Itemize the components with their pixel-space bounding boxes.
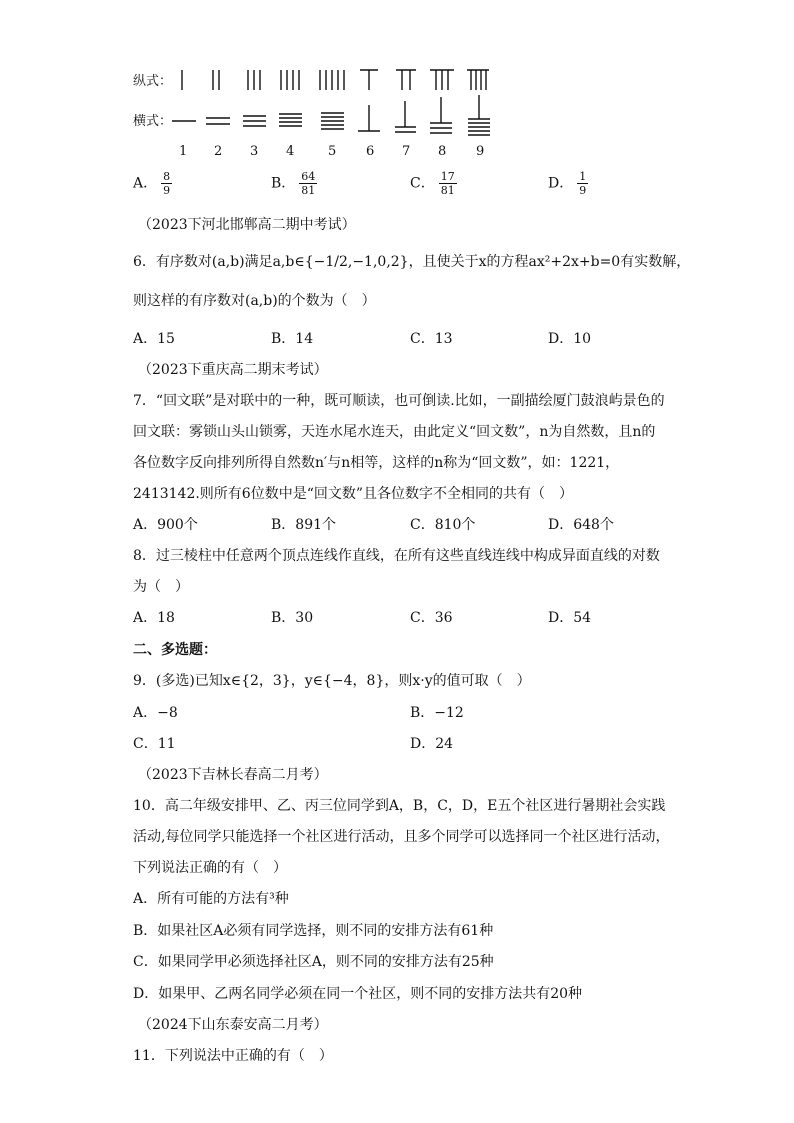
q6-stem-line2: 则这样的有序数对(a,b)的个数为（ ） [133,293,376,309]
q11-stem-line1: 11．下列说法中正确的有（ ） [133,1048,333,1064]
q10-option-c[interactable]: C．如果同学甲必须选择社区A，则不同的安排方法有25种 [133,954,494,970]
q9-option-a[interactable]: A．−8 [133,705,178,721]
digit-5: 5 [328,144,337,159]
digit-7: 7 [402,144,411,159]
q10-source: （2023下吉林长春高二月考） [138,767,328,783]
q7-stem-line2: 回文联：雾锁山头山锁雾，天连水尾水连天，由此定义“回文数”，n为自然数，且n的 [133,424,656,440]
q10-stem-line2: 活动,每位同学只能选择一个社区进行活动，且多个同学可以选择同一个社区进行活动， [133,829,670,845]
q7-stem-line4: 2413142.则所有6位数中是“回文数”且各位数字不全相同的共有（ ） [133,486,574,502]
q11-source: （2024下山东泰安高二月考） [138,1017,328,1033]
q7-stem-line3: 各位数字反向排列所得自然数n′与n相等，这样的n称为“回文数”，如：1221， [133,455,620,471]
q6-option-d[interactable]: D．10 [548,331,592,347]
q6-option-c[interactable]: C．13 [410,331,453,347]
q8-stem-line1: 8．过三棱柱中任意两个顶点连线作直线，在所有这些直线连线中构成异面直线的对数 [133,548,660,564]
q7-option-d[interactable]: D．648个 [548,517,614,533]
q10-option-a[interactable]: A．所有可能的方法有³种 [133,891,289,907]
horizontal-rods [172,95,490,135]
q7-stem-line1: 7．“回文联”是对联中的一种，既可顺读，也可倒读.比如，一副描绘厦门鼓浪屿景色的 [133,393,665,409]
q9-option-c[interactable]: C．11 [133,736,176,752]
q8-stem-line2: 为（ ） [133,579,189,595]
digit-9: 9 [476,144,485,159]
q7-option-b[interactable]: B．891个 [271,517,337,533]
rod-numerals-figure [0,55,794,205]
digit-6: 6 [366,144,375,159]
q6-option-b[interactable]: B．14 [271,331,314,347]
q6-option-a[interactable]: A．15 [133,331,175,347]
q5-option-c[interactable]: C． $\frac{17}{81}$ [410,170,455,197]
q8-option-c[interactable]: C．36 [410,610,453,626]
digit-8: 8 [438,144,447,159]
q8-option-b[interactable]: B．30 [271,610,314,626]
vertical-rods [182,70,489,90]
q5-option-a[interactable]: A． $\frac{8}{9}$ [133,170,171,197]
q5-option-d[interactable]: D． $\frac{1}{9}$ [548,170,587,197]
q8-option-a[interactable]: A．18 [133,610,175,626]
q7-option-a[interactable]: A．900个 [133,517,198,533]
digit-3: 3 [250,144,259,159]
q10-option-d[interactable]: D．如果甲、乙两名同学必须在同一个社区，则不同的安排方法共有20种 [133,986,583,1002]
horizontal-rods-label: 横式： [133,114,173,129]
q8-option-d[interactable]: D．54 [548,610,592,626]
q6-stem-line1: 6．有序数对(a,b)满足a,b∈{−1/2,−1,0,2}，且使关于x的方程ax²+2x+b=0有实数解， [133,254,691,270]
q10-option-b[interactable]: B．如果社区A必须有同学选择，则不同的安排方法有61种 [133,923,494,939]
q9-option-b[interactable]: B．−12 [410,705,464,721]
digit-4: 4 [286,144,295,159]
digit-2: 2 [214,144,223,159]
vertical-rods-label: 纵式： [133,74,173,89]
q6-source: （2023下河北邯郸高二期中考试） [138,217,356,233]
q10-stem-line3: 下列说法正确的有（ ） [133,860,287,876]
q10-stem-line1: 10．高二年级安排甲、乙、丙三位同学到A，B，C，D，E五个社区进行暑期社会实践 [133,798,666,814]
q9-stem-line1: 9．(多选)已知x∈{2，3}，y∈{−4，8}，则x·y的值可取（ ） [133,673,531,689]
q9-option-d[interactable]: D．24 [410,736,454,752]
q5-option-b[interactable]: B． $\frac{64}{81}$ [271,170,316,197]
section-heading-multi-choice: 二、多选题： [133,642,217,658]
q7-option-c[interactable]: C．810个 [410,517,476,533]
q7-source: （2023下重庆高二期末考试） [138,362,328,378]
digit-1: 1 [179,144,188,159]
